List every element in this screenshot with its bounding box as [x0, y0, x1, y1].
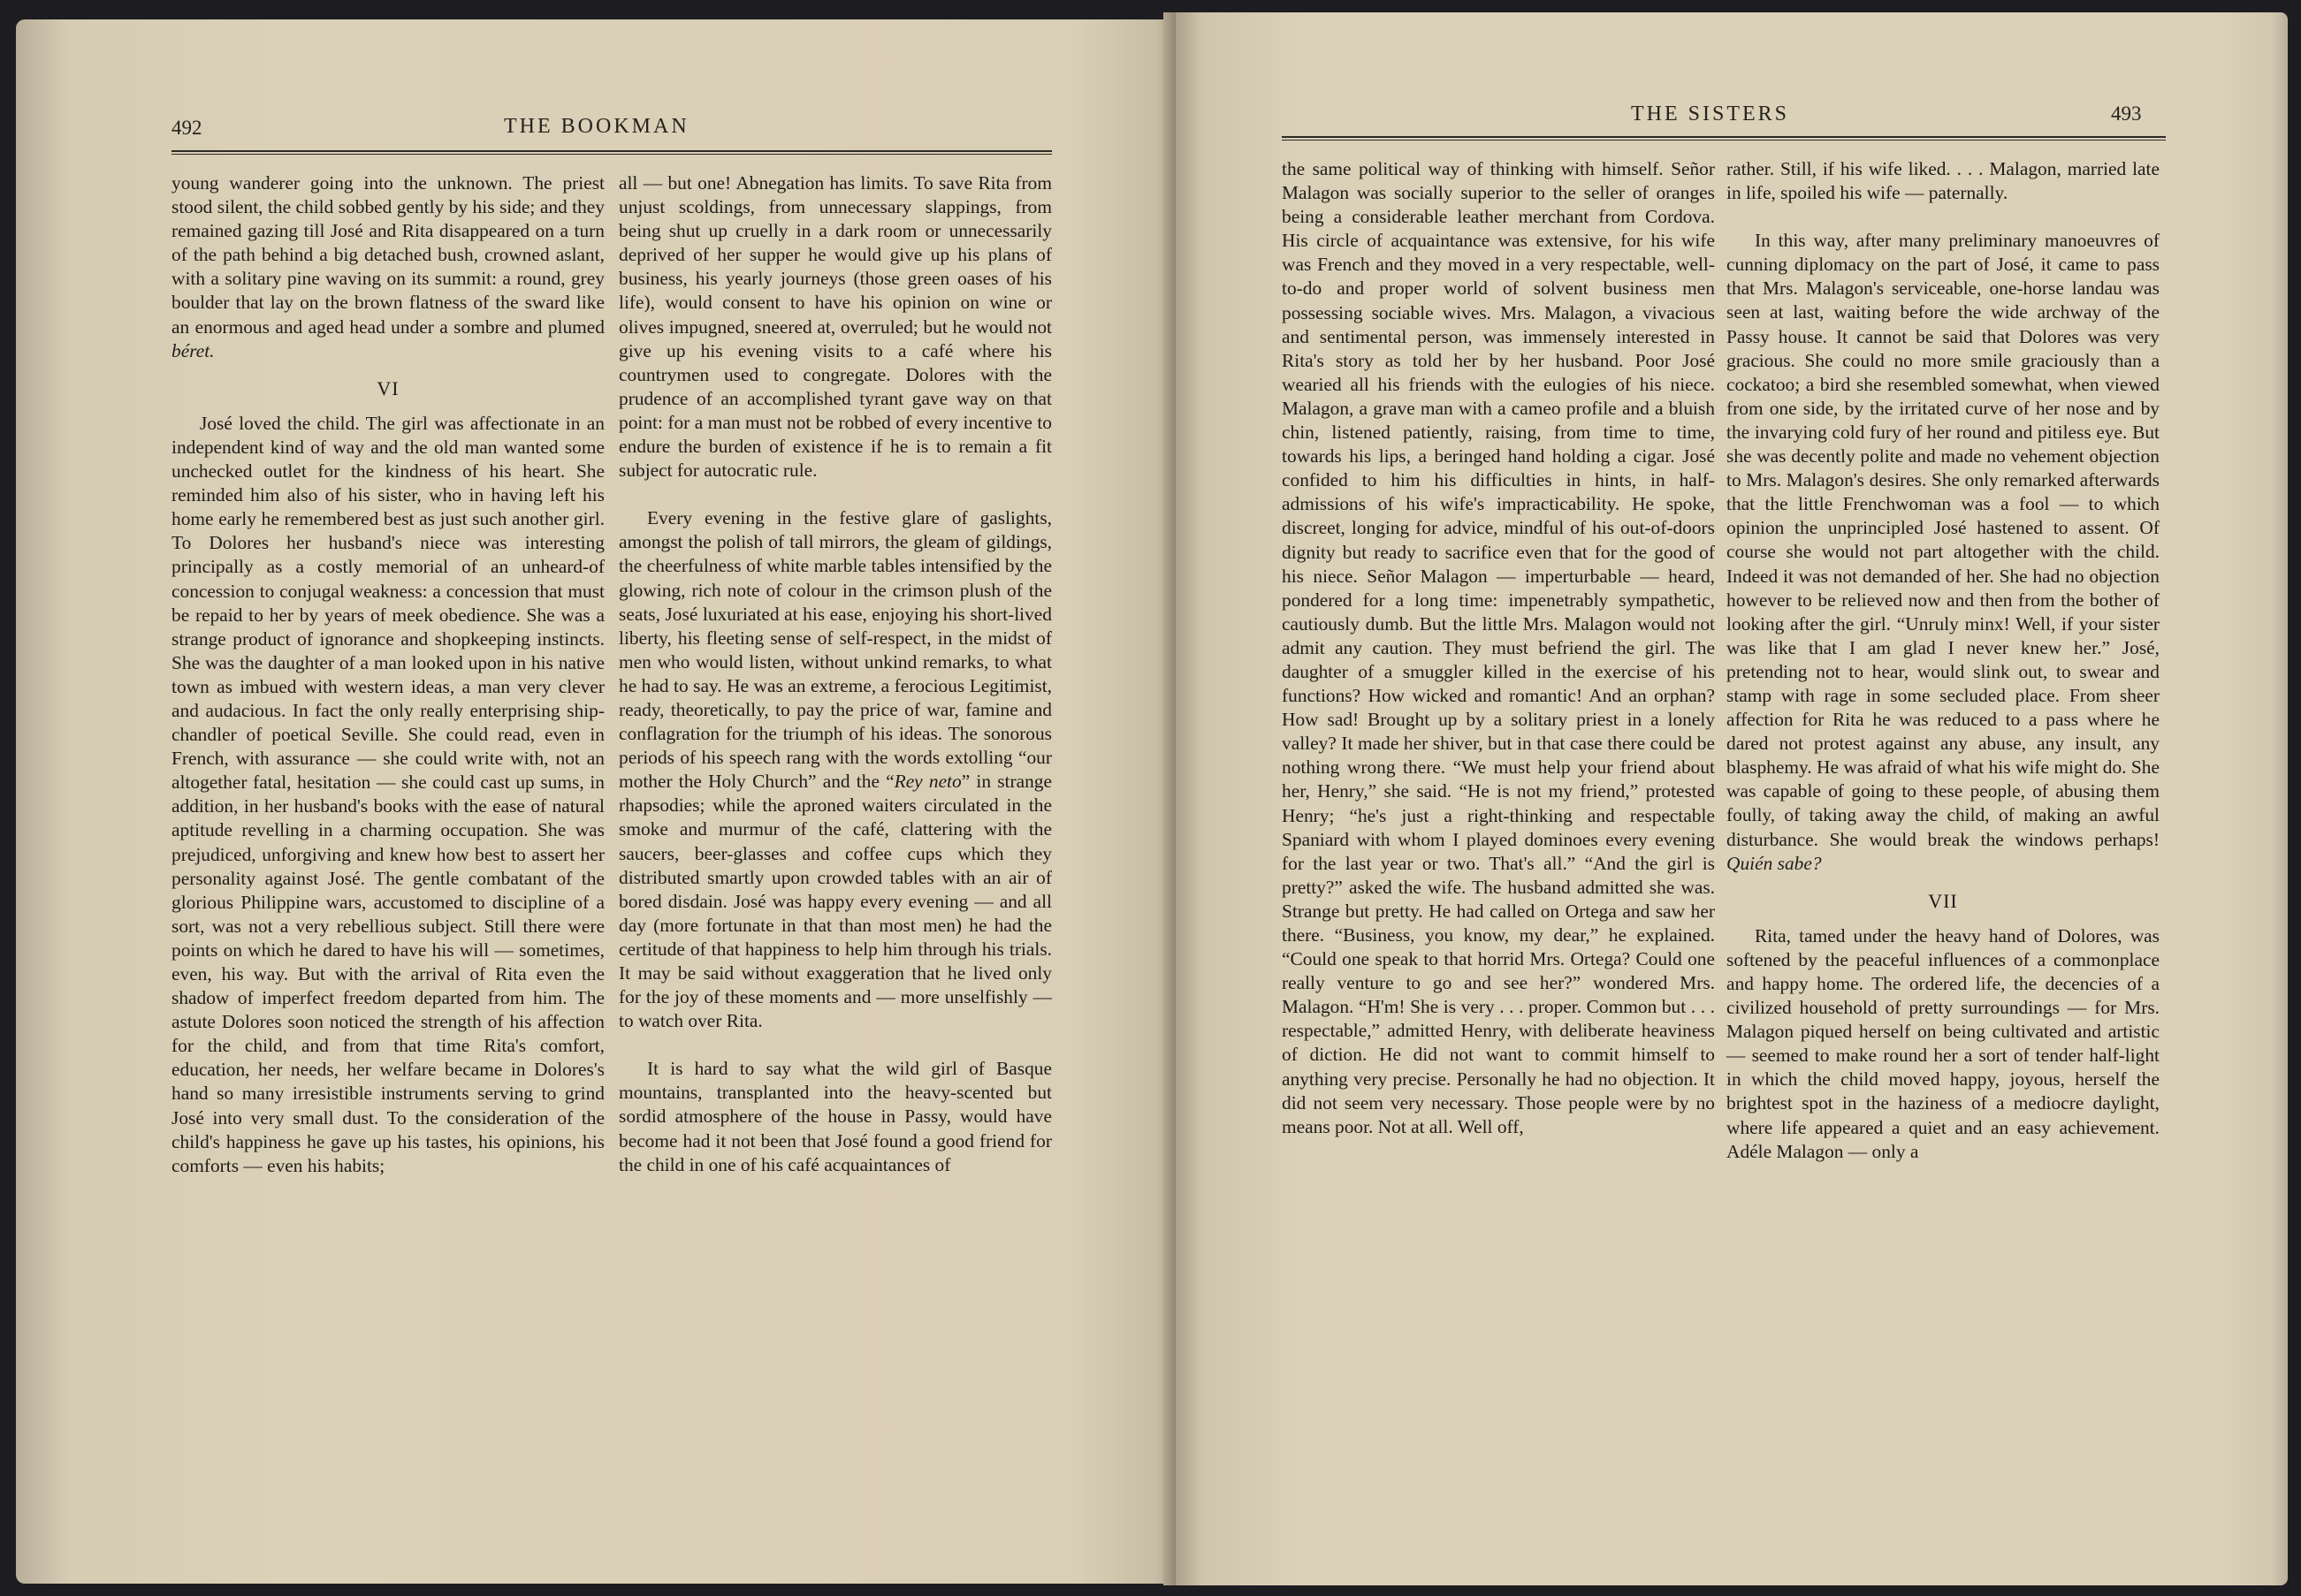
left-running-head: THE BOOKMAN	[504, 115, 690, 138]
paragraph	[171, 171, 605, 363]
left-header-rule	[171, 150, 1052, 155]
right-header-rule	[1282, 136, 2166, 141]
paragraph: rather. Still, if his wife liked. . . . Malagon, married late in life, spoiled his wife — paternally.	[1726, 158, 2160, 204]
paragraph-text: In this way, after many preliminary manoeuvres of cunning diplomacy on the part of José, it came to pass that Mrs. Malagon's serviceable, one-horse landau was seen at last, waiting before the wide archway of the Passy house. It cannot be said that Dolores was very gracious. She could no more smile graciously than a cockatoo; a bird she resembled somewhat, when viewed from one side, by the irritated curve of her nose and by the invarying cold fury of her round and pitiless eye. But she was decently polite and made no vehement objection to Mrs. Malagon's desires. She only remarked afterwards that the little Frenchwoman was a fool — to which opinion the unprincipled José hastened to assent. Of course she would not part altogether with the child. Indeed it was not demanded of her. She had no objection however to be relieved now and then from the bother of looking after the girl. “Unruly minx! Well, if your sister was like that I am glad I never knew her.” José, pretending not to hear, would slink out, to swear and stamp with rage in some secluded place. From sheer affection for Rita he was reduced to a pass where he dared not protest against any abuse, any insult, any blasphemy. He was afraid of what his wife might do. She was capable of going to these people, of abusing them foully, of taking away the child, of making an awful disturbance. She would break the windows perhaps!	[1726, 230, 2160, 850]
italic-phrase: Rey neto	[894, 771, 962, 793]
section-heading-vii: VII	[1928, 889, 1958, 912]
right-column-2	[1726, 157, 2160, 1164]
paragraph: the same political way of thinking with himself. Señor Malagon was socially superior to the seller of oranges being a considerable leather merchant from Cordova. His circle of acquaintance was extensive, for his wife was French and they moved in a very respectable, well-to-do and proper world of solvent business men possessing sociable wives. Mrs. Malagon, a vivacious and sentimental person, was immensely interested in Rita's story as told her by her husband. Poor José wearied all his friends with the eulogies of his niece. Malagon, a grave man with a cameo profile and a bluish chin, listened patiently, raising, from time to time, towards his lips, a beringed hand holding a cigar. José confided to him his difficulties in hints, in half-admissions of his wife's impracticability. He spoke, discreet, longing for advice, mindful of his out-of-doors dignity but ready to sacrifice even that for the good of his niece. Señor Malagon — imperturbable — heard, pondered for a long time: impenetrably sympathetic, cautiously dumb. But the little Mrs. Malagon would not admit any caution. They must befriend the girl. The daughter of a smuggler killed in the exercise of his functions? How wicked and romantic! And an orphan? How sad! Brought up by a solitary priest in a lonely valley? It made her shiver, but in that case there could be nothing wrong there. “We must help your friend about her, Henry,” she said. “He is not my friend,” protested Henry; “he's just a right-thinking and respectable Spaniard with whom I played dominoes every evening for the last year or two. That's all.” “And the girl is pretty?” asked the wife. The husband admitted she was. Strange but pretty. He had called on Ortega and saw her there. “Business, you know, my dear,” he explained. “Could one speak to that horrid Mrs. Ortega? Could one really venture to go and see her?” wondered Mrs. Malagon. “H'm! She is very . . . proper. Common but . . . respectable,” admitted Henry, with deliberate heaviness of diction. He did not want to commit himself to anything very precise. Personally he had no objection. It did not seem very necessary. Those people were by no means poor. Not at all. Well off,	[1282, 158, 1715, 1137]
paragraph: all — but one! Abnegation has limits. To save Rita from unjust scoldings, from unnecessary slappings, from being shut up cruelly in a dark room or unnecessarily deprived of her supper he would give up his plans of business, his yearly journeys (those green oases of his life), would consent to have his opinion on wine or olives impugned, sneered at, overruled; but he would not give up his evening visits to a café where his countrymen used to congregate. Dolores with the prudence of an accomplished tyrant gave way on that point: for a man must not be robbed of every incentive to endure the burden of existence if he is to remain a fit subject for autocratic rule.	[619, 172, 1052, 482]
italic-phrase: Quién sabe?	[1726, 852, 1822, 874]
paragraph: It is hard to say what the wild girl of Basque mountains, transplanted into the heavy-scented but sordid atmosphere of the house in Passy, would have become had it not been that José found a good friend for the child in one of his café acquaintances of	[619, 1058, 1052, 1175]
left-folio: 492	[171, 117, 202, 139]
section-heading-vi: VI	[377, 376, 400, 399]
paragraph-text: Every evening in the festive glare of gaslights, amongst the polish of tall mirrors, the gleam of gildings, the cheerfulness of white marble tables intensified by the glowing, rich note of colour in the crimson plush of the seats, José luxuriated at his ease, enjoying his short-lived liberty, his fleeting sense of self-respect, in the midst of men who would listen, without unkind remarks, to what he had to say. He was an extreme, a ferocious Legitimist, ready, theoretically, to pay the price of war, famine and conflagration for the triumph of his ideas. The sonorous periods of his speech rang with the words extolling “our mother the Holy Church” and the “	[619, 507, 1052, 793]
paragraph-text: ” in strange rhapsodies; while the aproned waiters circulated in the smoke and murmur of the café, clattering with the saucers, beer-glasses and coffee cups which they distributed smartly upon crowded tables with an air of bored disdain. José was happy every evening — and all day (more fortunate in that than most men) he had the certitude of that happiness to help him through his trials. It may be said without exaggeration that he lived only for the joy of these moments and — more unselfishly — to watch over Rita.	[619, 771, 1052, 1032]
right-page	[1176, 12, 2288, 1585]
paragraph	[619, 506, 1052, 1033]
paragraph-text: young wanderer going into the unknown. The priest stood silent, the child sobbed gently by his side; and they remained gazing till José and Rita disappeared on a turn of the path behind a big detached bush, crowned aslant, with a solitary pine waving on its summit: a round, grey boulder that lay on the brown flatness of the sward like an enormous and aged head under a sombre and plumed	[171, 172, 605, 338]
paragraph	[1726, 229, 2160, 876]
left-column-2	[619, 171, 1052, 1177]
paragraph: Rita, tamed under the heavy hand of Dolores, was softened by the peaceful influences of a commonplace and happy home. The ordered life, the decencies of a civilized household of pretty surroundings — for Mrs. Malagon piqued herself on being cultivated and artistic — seemed to make round her a sort of tender half-light in which the child moved happy, joyous, herself the brightest spot in the haziness of a mediocre daylight, where life appeared a quiet and an easy achievement. Adéle Malagon — only a	[1726, 924, 2160, 1162]
right-running-head: THE SISTERS	[1631, 103, 1790, 125]
italic-word: béret.	[171, 339, 215, 361]
left-column-1	[171, 171, 605, 1178]
right-column-1	[1282, 157, 1715, 1139]
left-page	[16, 19, 1176, 1584]
right-folio: 493	[2111, 103, 2142, 125]
paragraph: José loved the child. The girl was affectionate in an independent kind of way and the old man wanted some unchecked outlet for the kindness of his heart. She reminded him also of his sister, who in having left his home early he remembered best as just such another girl. To Dolores her husband's niece was interesting principally as a costly memorial of an unheard-of concession to conjugal weakness: a concession that must be repaid to her by years of meek obedience. She was a strange product of ignorance and shopkeeping instincts. She was the daughter of a man looked upon in his native town as imbued with western ideas, a man very clever and audacious. In fact the only really enterprising ship-chandler of poetical Seville. She could read, even in French, with assurance — she could write with, not an altogether fatal, hesitation — she could cast up sums, in addition, in her husband's books with the ease of natural aptitude revelling in a charming occupation. She was prejudiced, unforgiving and knew how best to assert her personality against José. The gentle combatant of the glorious Philippine wars, accustomed to discipline of a sort, was not a very rebellious subject. Still there were points on which he dared to have his will — sometimes, even, his way. But with the arrival of Rita even the shadow of imperfect freedom departed from him. The astute Dolores soon noticed the strength of his affection for the child, and from that time Rita's comfort, education, her needs, her welfare became in Dolores's hand so many irresistible instruments serving to grind José into very small dust. To the consideration of the child's happiness he gave up his tastes, his opinions, his comforts — even his habits;	[171, 412, 605, 1176]
